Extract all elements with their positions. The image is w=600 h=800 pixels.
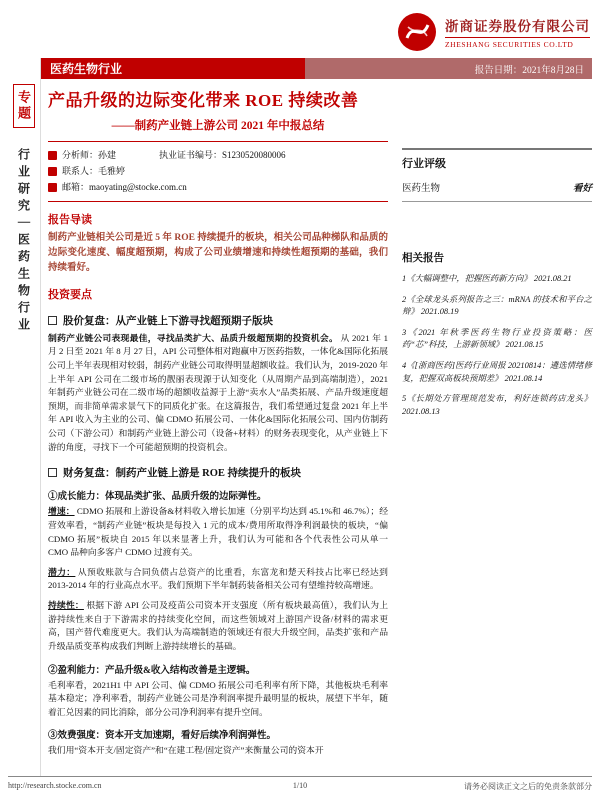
aside-column bbox=[402, 148, 592, 426]
paragraph-lead: 潜力： bbox=[48, 566, 76, 577]
company-name-cn: 浙商证券股份有限公司 bbox=[445, 19, 590, 34]
analyst-icon bbox=[48, 151, 57, 160]
related-report-title: 5《长期处方管理规范发布，利好连锁药店龙头》 bbox=[402, 394, 592, 404]
divider bbox=[48, 201, 388, 202]
readguide-body: 制药产业链相关公司是近 5 年 ROE 持续提升的板块，相关公司品种梯队和品质的边际变化速度、幅度超预期，构成了公司业绩增速和持续性超预期的基础，我们持续看好。 bbox=[48, 232, 388, 274]
square-bullet-icon bbox=[48, 468, 57, 477]
price-review-paragraph bbox=[48, 332, 388, 455]
report-subtitle: ——制药产业链上游公司 2021 年中报总结 bbox=[111, 120, 325, 132]
analyst-block bbox=[48, 147, 388, 196]
related-report-date: 2021.08.14 bbox=[504, 373, 543, 383]
divider bbox=[48, 141, 388, 142]
related-report-date: 2021.08.13 bbox=[402, 406, 440, 416]
contact-row bbox=[48, 163, 388, 179]
capex-subheading: ③效费强度：资本开支加速期，看好后续净利润弹性。 bbox=[48, 731, 277, 742]
topic-tag: 专题 bbox=[13, 84, 35, 128]
paragraph-text: CDMO 拓展和上游设备&材料收入增长加速（分别平均达到 45.1%和 46.7%）；经营效率看，“制药产业链”板块是每投入 1 元的成本/费用所取得净利润最快的板块，“偏 CDMO 拓展”板块自 2015 年以来显著上升，我们认为可能和各个代表性公司从单一 CMO 品种向多客户 CDMO 过渡有关。 bbox=[48, 506, 388, 558]
related-report-item[interactable] bbox=[402, 360, 592, 385]
analyst-row bbox=[48, 147, 388, 163]
related-report-title: 2《全球龙头系列报告之三：mRNA 的技术和平台之辩》 bbox=[402, 294, 592, 317]
related-report-title: 1《大幅调整中，把握医药新方向》 bbox=[402, 274, 532, 283]
related-reports-heading: 相关报告 bbox=[402, 253, 444, 264]
related-report-item[interactable] bbox=[402, 327, 592, 352]
brand-divider bbox=[445, 37, 590, 38]
related-report-date: 2021.08.19 bbox=[420, 307, 459, 317]
email-row bbox=[48, 179, 388, 195]
square-bullet-icon bbox=[48, 316, 57, 325]
rating-industry: 医药生物 bbox=[402, 184, 441, 194]
page-footer bbox=[8, 776, 592, 792]
company-name-block bbox=[445, 15, 590, 49]
analyst-email[interactable]: 邮箱：maoyating@stocke.com.cn bbox=[62, 182, 187, 193]
email-icon bbox=[48, 183, 57, 192]
paragraph-text: 从 2021 年 1 月 2 日至 2021 年 8 月 27 日，API 公司整体相对跑赢申万医药指数，一体化&国际化拓展公司上半年表现相对较弱，制药产业链公司取得明显超额收益。我们认为，2019-2020 年上半年 API 公司在二级市场的靓丽表现源于认知变化（从周期产品到高端制造），2021 年制药产业链公司在二级市场的超额收益源于上游“卖水人”品类拓展、产品升级速度超预期，而非简单需求景气下的同质化扩张。在这篇报告，我们希望通过复盘 2021 年上半年 API 收入为主业的公司、偏 CDMO 拓展公司、一体化&国际化拓展公司、国内仿制药公司（下游公司）和制药产业链上游公司（设备+材料）的财务表现变化，从产业链上下游的角度，寻找下一个可能超预期的投资机会。 bbox=[48, 332, 388, 452]
paragraph-lead: 制药产业链公司表现最佳，寻找品类扩大、品质升级超预期的投资机会。 bbox=[48, 332, 339, 343]
growth-sustainability-paragraph bbox=[48, 599, 388, 654]
keypoints-heading: 投资要点 bbox=[48, 288, 92, 301]
company-logo-icon bbox=[397, 12, 437, 52]
related-report-title: 3《2021 年秋季医药生物行业投资策略：医药“芯”科技，上游新领域》 bbox=[402, 327, 592, 350]
paragraph-lead: 持续性： bbox=[48, 600, 84, 611]
analyst-cert: 执业证书编号：S1230520080006 bbox=[159, 150, 286, 160]
report-title: 产品升级的边际变化带来 ROE 持续改善 bbox=[48, 91, 359, 110]
company-name-en: ZHESHANG SECURITIES CO.LTD bbox=[445, 40, 574, 49]
related-report-date: 2021.08.15 bbox=[505, 340, 544, 350]
paragraph-lead: 增速： bbox=[48, 506, 75, 517]
related-report-item[interactable] bbox=[402, 294, 592, 319]
related-report-item[interactable] bbox=[402, 393, 592, 418]
paragraph-text: 从预收账款与合同负债占总资产的比重看，东富龙和楚天科技占比率已经达到 2013-2014 年的行业高点水平。我们预期下半年制药装备相关公司有望维持较高增速。 bbox=[48, 566, 388, 591]
divider bbox=[402, 201, 592, 202]
readguide-heading: 报告导读 bbox=[48, 213, 92, 226]
sidebar-vertical-label: 行业研究｜医药生物行业 bbox=[16, 148, 31, 335]
section-title-price-review bbox=[48, 313, 388, 328]
brand-block bbox=[397, 12, 590, 52]
contact-name: 联系人：毛雅婷 bbox=[62, 166, 126, 177]
industry-rating-row bbox=[402, 180, 592, 194]
industry-rating-heading: 行业评级 bbox=[402, 148, 592, 171]
industry-band-title: 医药生物行业 bbox=[40, 58, 305, 79]
capex-paragraph: 我们用“资本开支/固定资产”和“在建工程/固定资产”来衡量公司的资本开 bbox=[48, 745, 324, 756]
paragraph-text: 根据下游 API 公司及疫苗公司资本开支强度（所有板块最高值），我们认为上游持续性来自于下游需求的持续变化空间，而这些领域对上游国产设备/材料的需求更高，国产替代难度更大。我们认为高端制造的领域还有很大升级空间，品类扩张和产品升级品质变革构成我们判断上游持续增长的基础。 bbox=[48, 600, 388, 651]
growth-potential-paragraph bbox=[48, 566, 388, 593]
rating-value: 看好 bbox=[572, 184, 592, 194]
report-date: 报告日期：2021年8月28日 bbox=[305, 58, 592, 79]
footer-disclaimer: 请务必阅读正文之后的免责条款部分 bbox=[464, 782, 592, 791]
contact-icon bbox=[48, 167, 57, 176]
related-report-title: 4《[浙商医药]医药行业周报 20210814：遴选情绪修复，把握双高板块预期差》 bbox=[402, 361, 592, 383]
vertical-sidebar bbox=[8, 58, 41, 778]
section-title-text: 财务复盘：制药产业链上游是 ROE 持续提升的板块 bbox=[63, 468, 302, 480]
section-title-text: 股价复盘：从产业链上下游寻找超预期子版块 bbox=[63, 315, 273, 327]
section-title-financial-review bbox=[48, 465, 388, 480]
profitability-subheading: ②盈利能力：产品升级&收入结构改善是主逻辑。 bbox=[48, 665, 256, 676]
related-report-item[interactable] bbox=[402, 273, 592, 286]
page-number: 1/10 bbox=[292, 781, 308, 790]
industry-band bbox=[40, 58, 592, 79]
growth-speed-paragraph bbox=[48, 505, 388, 560]
analyst-name: 分析师：孙建 bbox=[62, 150, 117, 160]
main-column bbox=[48, 86, 388, 778]
profitability-paragraph: 毛利率看，2021H1 中 API 公司、偏 CDMO 拓展公司毛利率有所下降，其他板块毛利率基本稳定；净利率看，制药产业链公司是净利润率提升最明显的板块，展望下半年，随着汇兑因素的同比消除，部分公司净利润率有提升空间。 bbox=[48, 679, 388, 717]
footer-url[interactable]: http://research.stocke.com.cn bbox=[8, 781, 102, 790]
related-report-date: 2021.08.21 bbox=[533, 274, 572, 283]
growth-subheading: ①成长能力：体现品类扩张、品质升级的边际弹性。 bbox=[48, 492, 267, 503]
